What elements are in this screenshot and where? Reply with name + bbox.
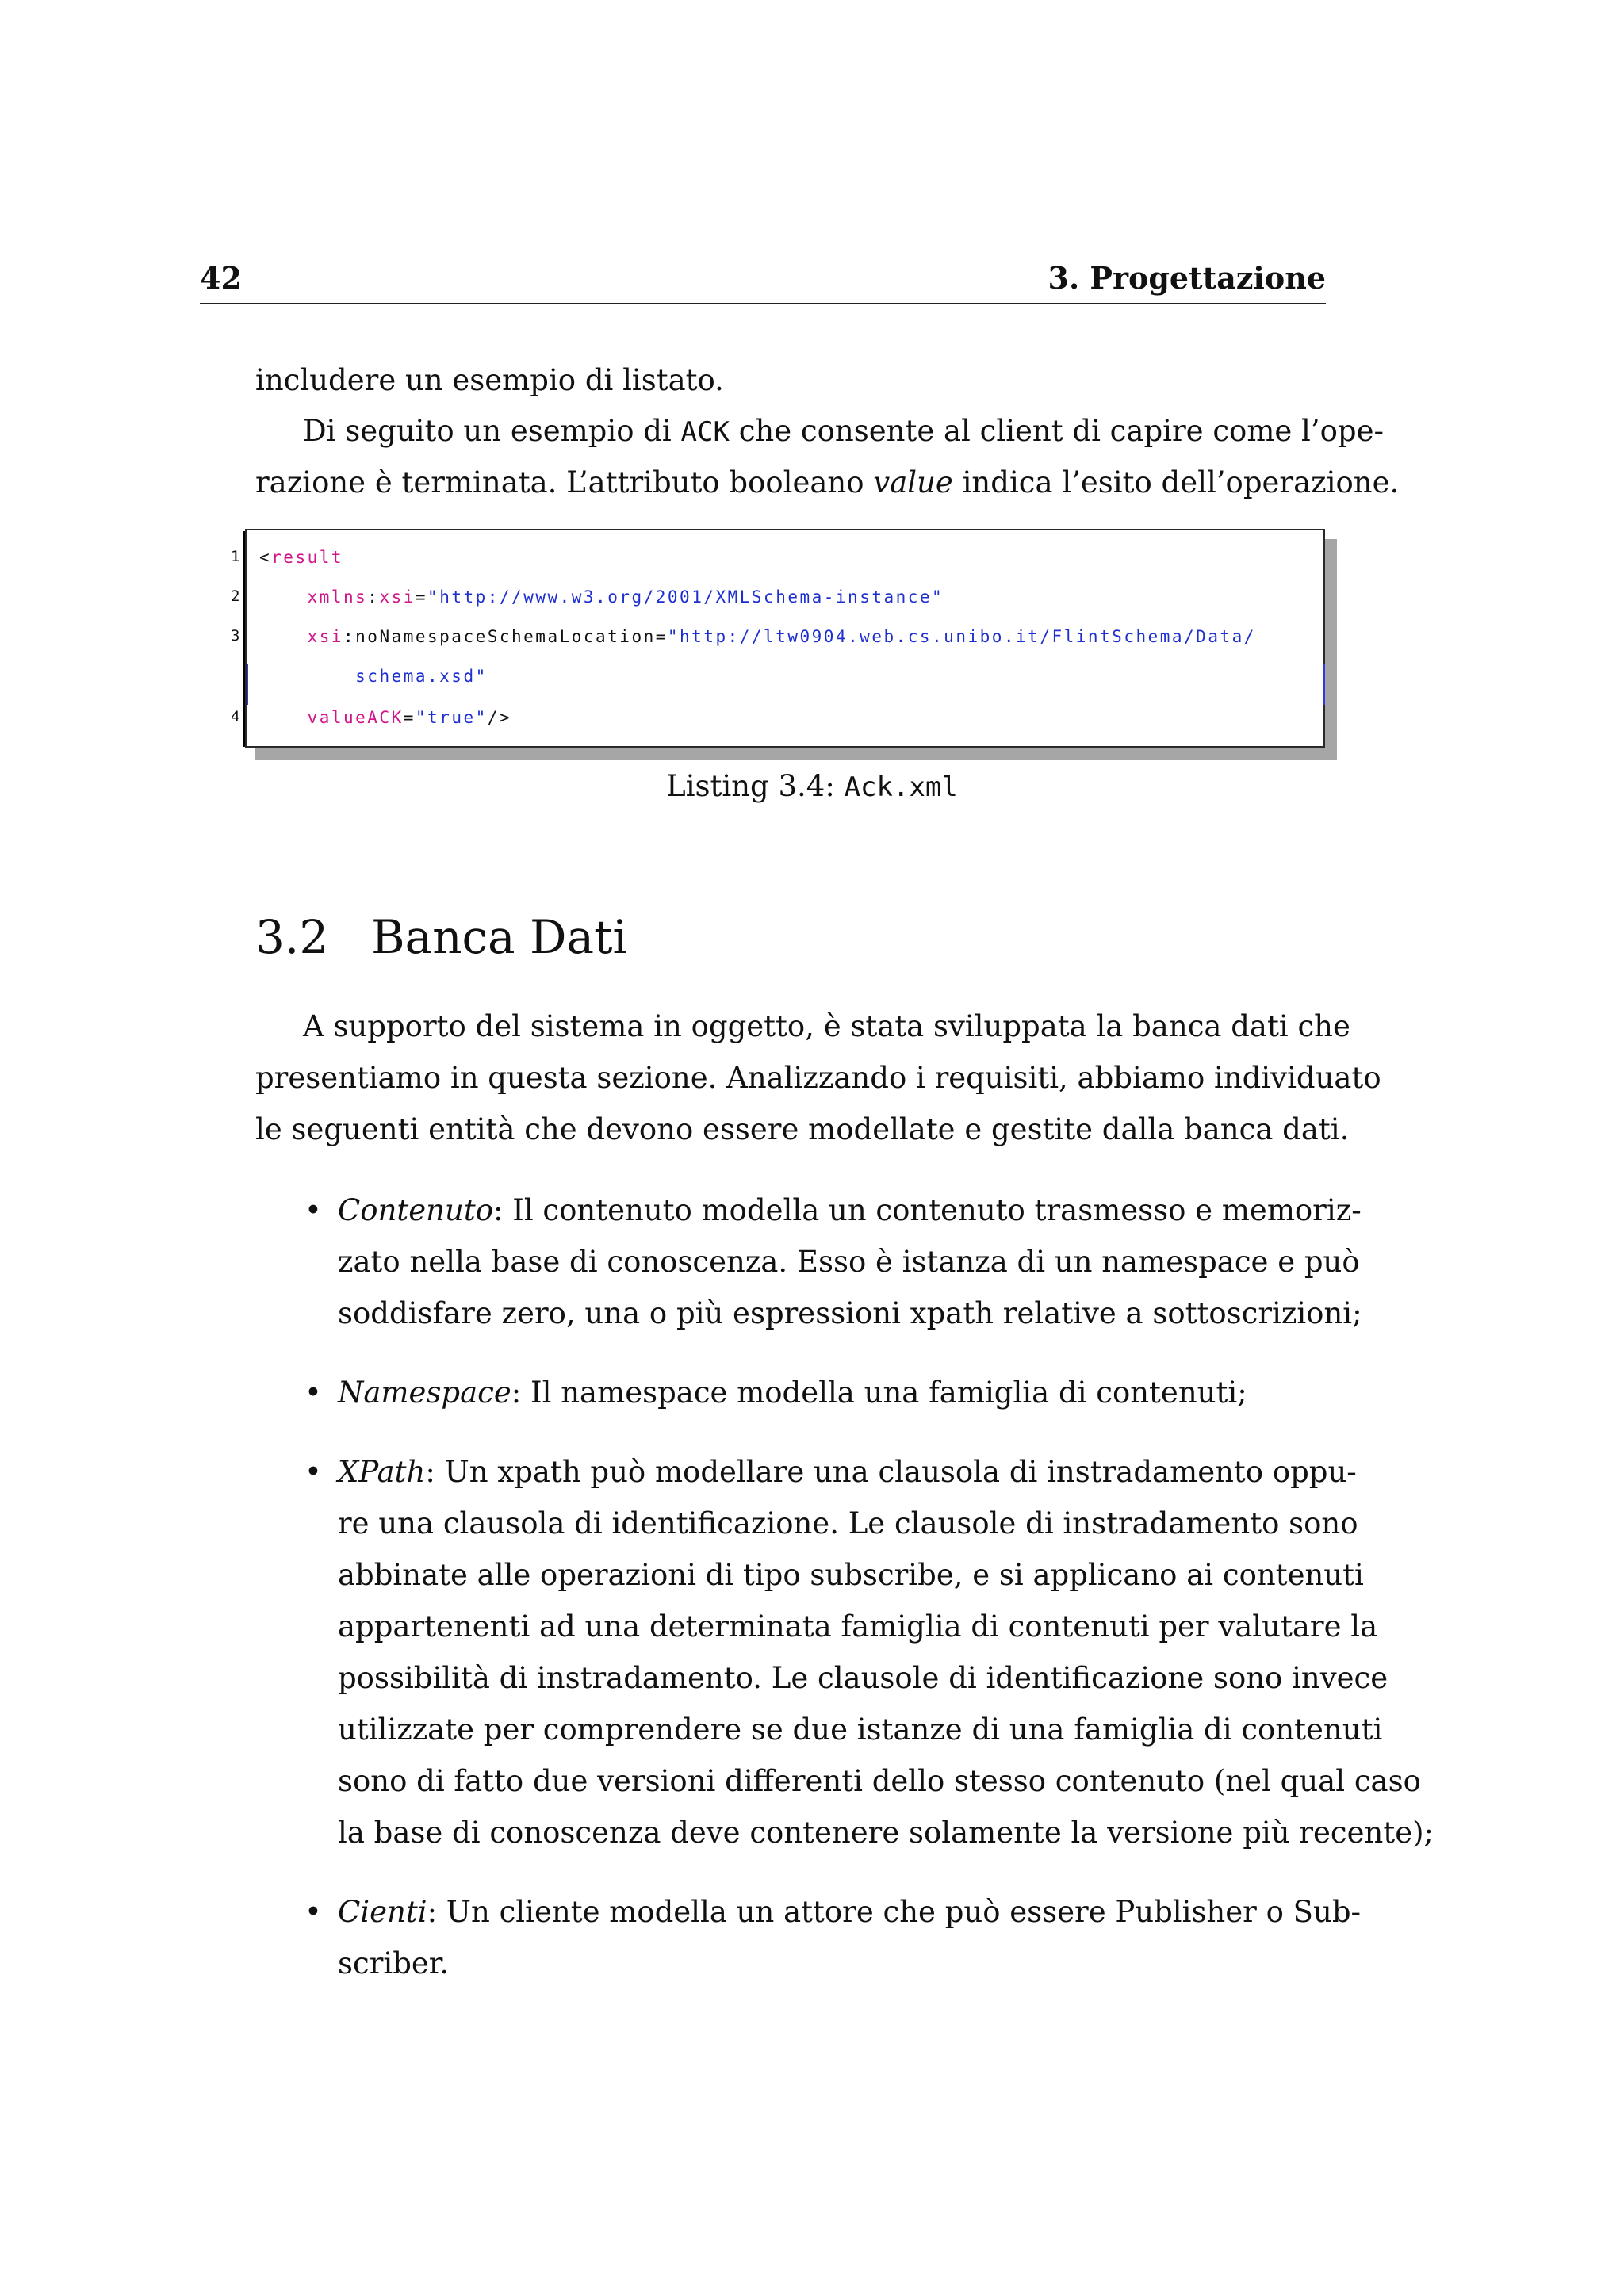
intro-text-span: indica l’esito dell’operazione. — [952, 465, 1400, 499]
bullet-text: : Il namespace modella una famiglia di contenuti; — [511, 1376, 1247, 1410]
bullet-item — [255, 1446, 1434, 1858]
paragraph-line: le seguenti entità che devono essere modellate e gestite dalla banca dati. — [255, 1112, 1350, 1146]
bullet-icon: • — [304, 1895, 322, 1929]
bullet-term: Contenuto — [338, 1193, 493, 1227]
code-token: "http://www.w3.org/2001/XMLSchema-instance" — [427, 587, 944, 607]
bullet-line: scriber. — [338, 1946, 450, 1980]
bullet-item — [255, 1367, 1326, 1418]
bullet-line: re una clausola di identificazione. Le clausole di instradamento sono — [338, 1506, 1358, 1540]
paragraph-line: A supporto del sistema in oggetto, è stata sviluppata la banca dati che — [303, 1009, 1350, 1043]
listing-wrap-marker-right — [1323, 664, 1325, 705]
section-title: Banca Dati — [371, 910, 627, 964]
entity-list — [255, 1184, 1434, 2017]
bullet-text: : Un cliente modella un attore che può essere Publisher o Sub- — [427, 1895, 1362, 1929]
code-line — [231, 587, 1309, 627]
bullet-line — [338, 1367, 1326, 1418]
code-token: result — [271, 548, 344, 567]
line-number: 4 — [231, 708, 242, 725]
bullet-icon: • — [304, 1455, 322, 1489]
intro-text-span: razione è terminata. L’attributo booleano — [255, 465, 874, 499]
bullet-line — [338, 1886, 1362, 1938]
code-text — [259, 708, 511, 727]
bullet-line: zato nella base di conoscenza. Esso è istanza di un namespace e può — [338, 1245, 1360, 1279]
code-token: = — [403, 708, 416, 727]
page-number: 42 — [200, 260, 242, 296]
listing-caption — [0, 769, 1624, 803]
code-line — [231, 627, 1309, 667]
code-token — [259, 708, 308, 727]
code-token: : — [367, 587, 380, 607]
bullet-line — [338, 1446, 1357, 1498]
code-token: xsi — [307, 627, 344, 646]
code-line — [231, 548, 1309, 587]
code-token: xsi — [379, 587, 416, 607]
code-text — [259, 667, 488, 686]
caption-filename: Ack.xml — [844, 771, 958, 803]
code-token: xmlns — [307, 587, 368, 607]
code-token: = — [415, 587, 428, 607]
intro-line-1: includere un esempio di listato. — [255, 363, 724, 397]
bullet-term: Namespace — [338, 1376, 511, 1410]
bullet-line: possibilità di instradamento. Le clausole di identificazione sono invece — [338, 1661, 1388, 1695]
bullet-line: utilizzate per comprendere se due istanze di una famiglia di contenuti — [338, 1712, 1383, 1747]
code-token: /> — [487, 708, 512, 727]
bullet-icon: • — [304, 1193, 322, 1227]
section-heading — [255, 910, 627, 964]
code-token — [259, 587, 308, 607]
chapter-title: 3. Progettazione — [1048, 260, 1326, 296]
code-token — [259, 667, 355, 686]
bullet-line: la base di conoscenza deve contenere solamente la versione più recente); — [338, 1816, 1434, 1850]
code-token — [259, 627, 308, 646]
inline-code-ack: ACK — [680, 416, 730, 448]
bullet-term: Cienti — [338, 1895, 427, 1929]
code-text — [259, 627, 1256, 646]
intro-line-3 — [255, 457, 1400, 508]
code-token: "true" — [415, 708, 488, 727]
bullet-line — [338, 1184, 1362, 1236]
code-text — [259, 587, 944, 607]
intro-text-span: che consente al client di capire come l’ope- — [729, 414, 1385, 448]
bullet-text: : Il contenuto modella un contenuto trasmesso e memoriz- — [492, 1193, 1362, 1227]
section-number: 3.2 — [255, 910, 329, 964]
code-text — [259, 548, 343, 567]
code-token: valueACK — [307, 708, 404, 727]
bullet-item — [255, 1184, 1362, 1339]
code-token: :noNamespaceSchemaLocation= — [343, 627, 668, 646]
body-paragraph — [255, 1001, 1381, 1155]
line-number: 3 — [231, 627, 242, 645]
line-number: 2 — [231, 587, 242, 605]
bullet-item — [255, 1886, 1362, 1989]
code-token: schema.xsd" — [355, 667, 488, 686]
code-token: < — [259, 548, 272, 567]
italic-value-term: value — [873, 465, 953, 499]
code-token: "http://ltw0904.web.cs.unibo.it/FlintSchema/Data/ — [667, 627, 1256, 646]
intro-text-span: Di seguito un esempio di — [303, 414, 681, 448]
code-line — [231, 708, 1309, 748]
running-header — [200, 255, 1326, 304]
intro-text — [255, 355, 1400, 508]
caption-label: Listing 3.4: — [666, 769, 845, 803]
bullet-line: sono di fatto due versioni differenti dello stesso contenuto (nel qual caso — [338, 1764, 1421, 1798]
bullet-icon: • — [304, 1376, 322, 1410]
bullet-line: appartenenti ad una determinata famiglia di contenuti per valutare la — [338, 1609, 1378, 1644]
bullet-line: soddisfare zero, una o più espressioni xpath relative a sottoscrizioni; — [338, 1296, 1362, 1330]
paragraph-line: presentiamo in questa sezione. Analizzando i requisiti, abbiamo individuato — [255, 1061, 1381, 1095]
intro-line-2 — [255, 406, 1385, 457]
line-number: 1 — [231, 548, 242, 565]
code-listing — [231, 529, 1325, 748]
bullet-text: : Un xpath può modellare una clausola di instradamento oppu- — [425, 1455, 1357, 1489]
bullet-line: abbinate alle operazioni di tipo subscribe, e si applicano ai contenuti — [338, 1558, 1364, 1592]
bullet-term: XPath — [338, 1455, 426, 1489]
code-line — [247, 667, 1309, 706]
